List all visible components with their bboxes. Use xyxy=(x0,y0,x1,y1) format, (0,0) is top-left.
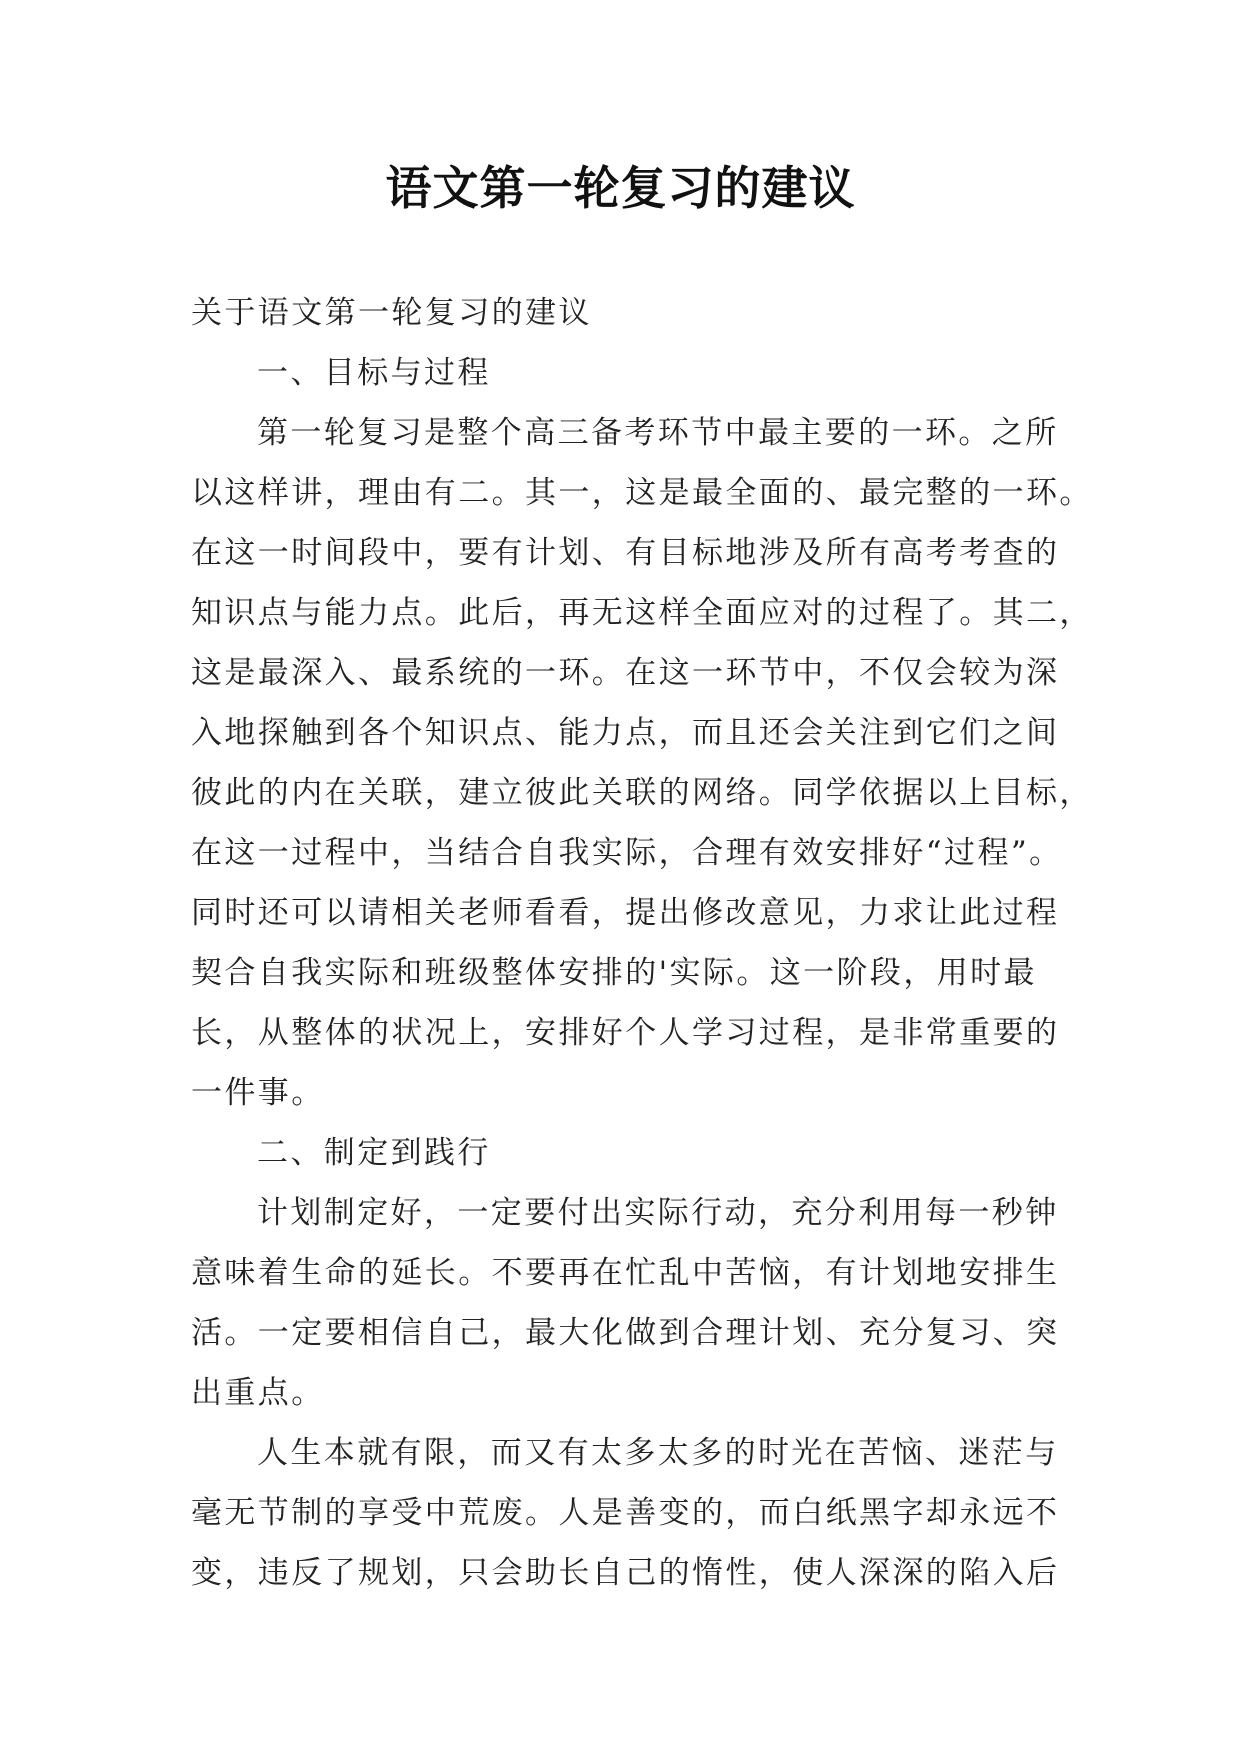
text-line: 在这一过程中，当结合自我实际，合理有效安排好“过程”。 xyxy=(191,835,1063,871)
text-line: 关于语文第一轮复习的建议 xyxy=(191,295,592,331)
section-heading: 二、制定到践行 xyxy=(257,1135,491,1171)
text-line: 同时还可以请相关老师看看，提出修改意见，力求让此过程 xyxy=(191,895,1060,931)
text-line: 契合自我实际和班级整体安排的'实际。这一阶段，用时最 xyxy=(191,955,1037,991)
text-line: 以这样讲，理由有二。其一，这是最全面的、最完整的一环。 xyxy=(191,475,1093,511)
text-line: 活。一定要相信自己，最大化做到合理计划、充分复习、突 xyxy=(191,1315,1060,1351)
text-line: 计划制定好，一定要付出实际行动，充分利用每一秒钟 xyxy=(257,1195,1059,1231)
document-body xyxy=(191,283,1093,1603)
text-line: 出重点。 xyxy=(191,1375,325,1411)
text-line: 毫无节制的享受中荒废。人是善变的，而白纸黑字却永远不 xyxy=(191,1495,1060,1531)
section-heading: 一、目标与过程 xyxy=(257,355,491,391)
text-line: 这是最深入、最系统的一环。在这一环节中，不仅会较为深 xyxy=(191,655,1060,691)
text-line: 长，从整体的状况上，安排好个人学习过程，是非常重要的 xyxy=(191,1015,1060,1051)
text-line: 彼此的内在关联，建立彼此关联的网络。同学依据以上目标， xyxy=(191,775,1093,811)
text-line: 意味着生命的延长。不要再在忙乱中苦恼，有计划地安排生 xyxy=(191,1255,1060,1291)
text-line: 入地探触到各个知识点、能力点，而且还会关注到它们之间 xyxy=(191,715,1060,751)
text-line: 在这一时间段中，要有计划、有目标地涉及所有高考考查的 xyxy=(191,535,1060,571)
text-line: 知识点与能力点。此后，再无这样全面应对的过程了。其二， xyxy=(191,595,1093,631)
text-line: 一件事。 xyxy=(191,1075,325,1111)
document-title: 语文第一轮复习的建议 xyxy=(385,161,856,215)
text-line: 第一轮复习是整个高三备考环节中最主要的一环。之所 xyxy=(257,415,1059,451)
text-line: 人生本就有限，而又有太多太多的时光在苦恼、迷茫与 xyxy=(257,1435,1059,1471)
text-line: 变，违反了规划，只会助长自己的惰性，使人深深的陷入后 xyxy=(191,1555,1060,1591)
